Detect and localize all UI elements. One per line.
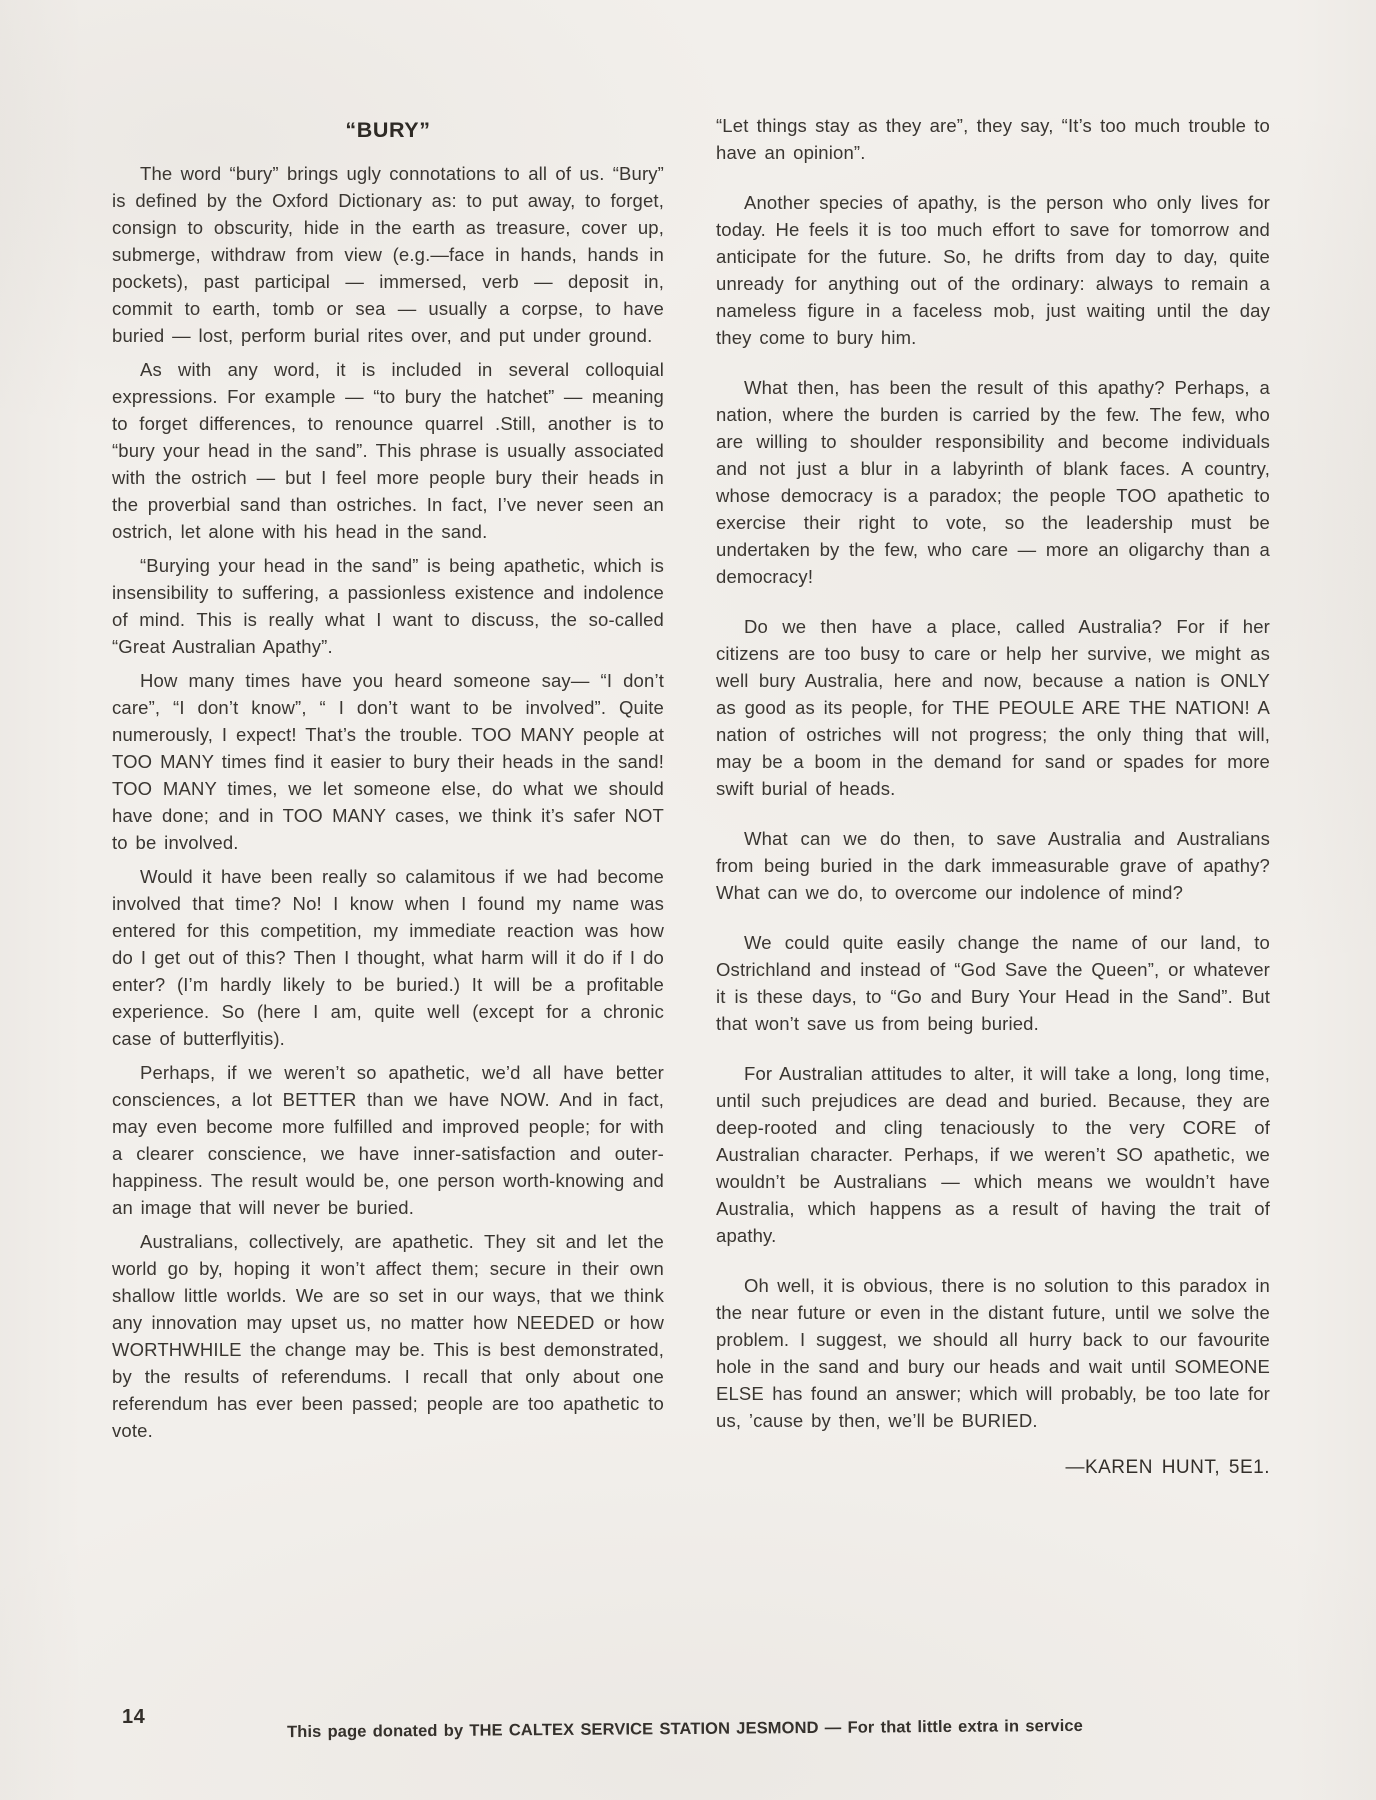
article-paragraph: As with any word, it is included in several colloquial expressions. For example — “to bury the hatchet” — meaning to forget differences, to renounce quarrel .Still, another is to “bury your head in the sand”. This phrase is usually associated with the ostrich — but I feel more people bury their heads in the proverbial sand than ostriches. In fact, I’ve never seen an ostrich, let alone with his head in the sand. [112, 359, 664, 542]
article-paragraph: “Let things stay as they are”, they say, “It’s too much trouble to have an opinion”. [716, 115, 1270, 163]
article-paragraph: For Australian attitudes to alter, it will take a long, long time, until such prejudices are dead and buried. Because, they are deep-rooted and cling tenaciously to the very CORE of Australian character. Perhaps, if we weren’t SO apathetic, we wouldn’t be Australians — which means we wouldn’t have Australia, which happens as a result of having the trait of apathy. [716, 1063, 1270, 1246]
article-paragraph: Australians, collectively, are apathetic. They sit and let the world go by, hoping it won’t affect them; secure in their own shallow little worlds. We are so set in our ways, that we think any innovation may upset us, no matter how NEEDED or how WORTHWHILE the change may be. This is best demonstrated, by the results of referendums. I recall that only about one referendum has ever been passed; people are too apathetic to vote. [112, 1231, 664, 1441]
left-column [112, 118, 664, 1451]
article-paragraph: How many times have you heard someone say— “I don’t care”, “I don’t know”, “ I don’t want to be involved”. Quite numerously, I expect! That’s the trouble. TOO MANY people at TOO MANY times find it easier to bury their heads in the sand! TOO MANY times, we let someone else, do what we should have done; and in TOO MANY cases, we think it’s safer NOT to be involved. [112, 670, 664, 853]
article-paragraph: Perhaps, if we weren’t so apathetic, we’d all have better consciences, a lot BETTER than we have NOW. And in fact, may even become more fulfilled and improved people; for with a clearer conscience, we have inner-satisfaction and outer-happiness. The result would be, one person worth-knowing and an image that will never be buried. [112, 1062, 664, 1218]
article-paragraph: Would it have been really so calamitous if we had become involved that time? No! I know when I found my name was entered for this competition, my immediate reaction was how do I get out of this? Then I thought, what harm will it do if I do enter? (I’m hardly likely to be buried.) It will be a profitable experience. So (here I am, quite well (except for a chronic case of butterflyitis). [112, 866, 664, 1049]
page-number: 14 [122, 1706, 146, 1728]
right-column [716, 112, 1270, 1479]
donation-footer: This page donated by THE CALTEX SERVICE STATION JESMOND — For that little extra in service [287, 1716, 1083, 1742]
article-paragraph: Another species of apathy, is the person who only lives for today. He feels it is too much effort to save for tomorrow and anticipate for the future. So, he drifts from day to day, quite unready for anything out of the ordinary: always to remain a nameless figure in a faceless mob, just waiting until the day they come to bury him. [716, 192, 1270, 348]
author-byline: —KAREN HUNT, 5E1. [1065, 1457, 1270, 1478]
article-paragraph: We could quite easily change the name of our land, to Ostrichland and instead of “God Save the Queen”, or whatever it is these days, to “Go and Bury Your Head in the Sand”. But that won’t save us from being buried. [716, 932, 1270, 1034]
article-paragraph: Oh well, it is obvious, there is no solution to this paradox in the near future or even in the distant future, until we solve the problem. I suggest, we should all hurry back to our favourite hole in the sand and bury our heads and wait until SOMEONE ELSE has found an answer; which will probably, be too late for us, ’cause by then, we’ll be BURIED. [716, 1275, 1270, 1431]
article-paragraph: Do we then have a place, called Australia? For if her citizens are too busy to care or help her survive, we might as well bury Australia, here and now, because a nation is ONLY as good as its people, for THE PEOULE ARE THE NATION! A nation of ostriches will not progress; the only thing that will, may be a boom in the demand for sand or spades for more swift burial of heads. [716, 616, 1270, 799]
article-title: “BURY” [345, 118, 431, 142]
article-paragraph: “Burying your head in the sand” is being apathetic, which is insensibility to suffering, a passionless existence and indolence of mind. This is really what I want to discuss, the so-called “Great Australian Apathy”. [112, 555, 664, 657]
article-paragraph: What then, has been the result of this apathy? Perhaps, a nation, where the burden is carried by the few. The few, who are willing to shoulder responsibility and become individuals and not just a blur in a labyrinth of blank faces. A country, whose democracy is a paradox; the people TOO apathetic to exercise their right to vote, so the leadership must be undertaken by the few, who care — more an oligarchy than a democracy! [716, 377, 1270, 587]
article-paragraph: The word “bury” brings ugly connotations to all of us. “Bury” is defined by the Oxford Dictionary as: to put away, to forget, consign to obscurity, hide in the earth as treasure, cover up, submerge, withdraw from view (e.g.—face in hands, hands in pockets), past participal — immersed, verb — deposit in, commit to earth, tomb or sea — usually a corpse, to have buried — lost, perform burial rites over, and put under ground. [112, 163, 664, 346]
article-paragraph: What can we do then, to save Australia and Australians from being buried in the dark immeasurable grave of apathy? What can we do, to overcome our indolence of mind? [716, 828, 1270, 903]
